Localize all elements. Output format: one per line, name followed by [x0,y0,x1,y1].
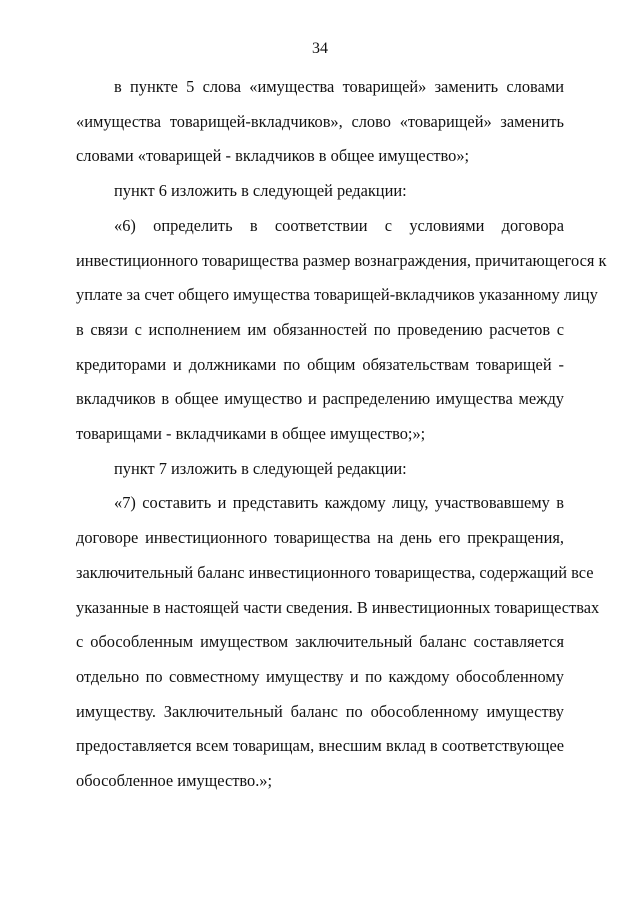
paragraph-item-7-text [76,486,600,798]
document-body [76,70,607,799]
text-line: пункт 6 изложить в следующей редакции: [114,181,407,201]
text-line: договоре инвестиционного товарищества на день его прекращения, [76,528,564,548]
text-line: предоставляется всем товарищам, внесшим вклад в соответствующее [76,736,564,756]
text-line: указанные в настоящей части сведения. В инвестиционных товариществах [76,597,600,617]
page-number: 34 [312,40,328,57]
paragraph-item-7-intro [76,452,564,487]
text-line: «7) составить и представить каждому лицу, участвовавшему в [114,493,564,513]
text-line: товарищами - вкладчиками в общее имущество;»; [76,424,426,444]
text-line: пункт 7 изложить в следующей редакции: [114,458,407,478]
text-line: в связи с исполнением им обязанностей по проведению расчетов с [76,319,564,339]
text-line: «6) определить в соответствии с условиями договора [114,215,564,235]
text-line: отдельно по совместному имуществу и по каждому обособленному [76,666,564,686]
text-line: обособленное имущество.»; [76,771,273,791]
paragraph-item-6-text [76,209,607,452]
text-line: словами «товарищей - вкладчиков в общее имущество»; [76,146,470,166]
text-line: имуществу. Заключительный баланс по обособленному имуществу [76,701,564,721]
text-line: уплате за счет общего имущества товарищей-вкладчиков указанному лицу [76,285,598,305]
text-line: в пункте 5 слова «имущества товарищей» заменить словами [114,77,564,96]
text-line: инвестиционного товарищества размер вознаграждения, причитающегося к [76,250,607,270]
paragraph-item-5-amendment [76,70,564,174]
text-line: с обособленным имуществом заключительный баланс составляется [76,632,564,652]
text-line: кредиторами и должниками по общим обязательствам товарищей - [76,354,564,374]
text-line: вкладчиков в общее имущество и распределению имущества между [76,389,564,409]
text-line: «имущества товарищей-вкладчиков», слово «товарищей» заменить [76,111,564,131]
paragraph-item-6-intro [76,174,564,209]
text-line: заключительный баланс инвестиционного товарищества, содержащий все [76,562,594,582]
